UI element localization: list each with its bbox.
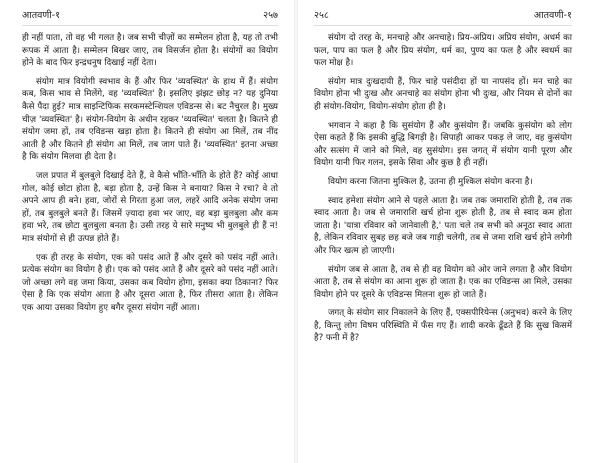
paragraph: संयोग जब से आता है, तब से ही वह वियोग को ओर जाने लगता है और वियोग आता है, तब से संयोग का आना शुरू हो जाता है। एक का एविडन्स आ मिले, उसका वियोग होने पर दूसरे के एविडन्स मिलना शुरू हो जाते हैं। — [314, 264, 572, 300]
right-page-header — [314, 10, 572, 26]
paragraph: संयोग मात्र वियोगी स्वभाव के हैं और फिर 'व्यवस्थित' के हाथ में हैं। संयोग कब, किस भाव से मिलेंगे, वह 'व्यवस्थित' है। इसलिए झंझट छोड़ न? यह दुनिया कैसे पैदा हुई? मात्र साइन्टिफिक सरकमस्टेन्शियल एविडन्स से। बट नैचुरल है। मुख्य चीज़ 'व्यवस्थित' है। संयोग-वियोग के अधीन रहकर 'व्यवस्थित' चलता है। कितने ही संयोग जमा हों, तब एविडन्स खड़ा होता है। कितने ही संयोग आ मिलें, तब नींद आती है और कितने ही संयोग आ मिलें, तब जाग पाते हैं। 'व्यवस्थित' इतना अच्छा है कि संयोग मिलवा ही देता है। — [22, 76, 278, 163]
paragraph: भगवान ने कहा है कि सुसंयोग हैं और कुसंयोग हैं। जबकि कुसंयोग को लोग ऐसा कहते हैं कि इसकी बुद्धि बिगड़ी है। सिपाही आकर पकड़ ले जाए, वह कुसंयोग और सत्संग में जाने को मिले, वह सुसंयोग। इस जगत् में संयोग यानी पूरण और वियोग यानी फिर गलन, इसके सिवा और कुछ है ही नहीं। — [314, 120, 572, 169]
paragraph: एक ही तरह के संयोग, एक को पसंद आते हैं और दूसरे को पसंद नहीं आते। प्रत्येक संयोग का वियोग है ही। एक को पसंद आते हैं और दूसरे को पसंद नहीं आते। जो अच्छा लगे वह जमा किया, उसका कब वियोग होगा, इसका क्या ठिकाना? फिर ऐसा है कि एक संयोग आता है और दूसरा आता है, फिर तीसरा आता है। लेकिन एक आया उसका वियोग हुए बगैर दूसरा संयोग नहीं आता। — [22, 252, 278, 313]
paragraph: संयोग दो तरह के, मनचाहे और अनचाहे। प्रिय-अप्रिय। अप्रिय संयोग, अधर्म का फल, पाप का फल है और प्रिय संयोग, धर्म का, पुण्य का फल है और स्वधर्म का फल मोक्ष है। — [314, 33, 572, 69]
running-title: आतवणी-१ — [22, 10, 61, 21]
paragraph: संयोग मात्र दुःखदायी हैं, फिर चाहे पसंदीदा हों या नापसंद हों। मन चाहे का वियोग होना भी दुःख और अनचाहे का संयोग होना भी दुःख, और नियम से दोनों का ही संयोग-वियोग, वियोग-संयोग होता ही है। — [314, 76, 572, 112]
paragraph: वियोग करना जितना मुश्किल है, उतना ही मुश्किल संयोग करना है। — [328, 176, 533, 187]
paragraph: जल प्रपात में बुलबुले दिखाई देते हैं, वे कैसे भाँति-भाँति के होते हैं? कोई आधा गोल, कोई छोटा होता है, बड़ा होता है, उन्हें किस ने बनाया? किस ने रचा? वे तो अपने आप ही बने। हवा, जोरों से गिरता हुआ जल, लहरें आदि अनेक संयोग जमा हों, तब बुलबुले बनते हैं। जिसमें ज़्यादा हवा भर जाए, वह बड़ा बुलबुला और कम हवा भरे, तब छोटा बुलबुला बनता है। उसी तरह ये सारे मनुष्य भी बुलबुले ही हैं न! मात्र संयोगों से ही उत्पन्न होते हैं। — [22, 170, 278, 244]
running-title: आतवणी-१ — [533, 10, 572, 21]
paragraph: ही नहीं पाता, तो वह भी गलत है। जब सभी चीज़ों का सम्मेलन होता है, यह तो तभी रूपक में आता है। सम्मेलन बिखर जाए, तब विसर्जन होता है। संयोगों का वियोग होने के बाद फिर इन्द्रधनुष दिखाई नहीं देता। — [22, 33, 278, 69]
page-number: २५८ — [314, 10, 329, 21]
book-gutter — [294, 0, 298, 463]
left-page — [0, 0, 290, 463]
page-number: २५७ — [263, 10, 278, 21]
left-page-header — [22, 10, 278, 26]
right-page — [300, 0, 590, 463]
paragraph: जगत् के संयोग सार निकालने के लिए हैं, एक्सपीरियेन्स (अनुभव) करने के लिए है, किन्तु लोग विषम परिस्थिति में फँस गए हैं। शादी करके ढूँढते हैं कि सुख किसमें है? फनी में है? — [314, 308, 572, 344]
paragraph: स्वाद हमेशा संयोग आने से पहले आता है। जब तक जमाराशि होती है, तब तक स्वाद आता है। जब से जमाराशि खर्च होना शुरू होती है, तब से स्वाद कम होता जाता है। 'यात्रा रविवार को जानेवाली है,' पता चले तब सभी को अनूठा स्वाद आता है, लेकिन रविवार सुबह छह बजे जब गाड़ी चलेगी, तब से जमा राशि खर्च होने लगेगी और फिर खत्म हो जाएगी। — [314, 195, 572, 256]
